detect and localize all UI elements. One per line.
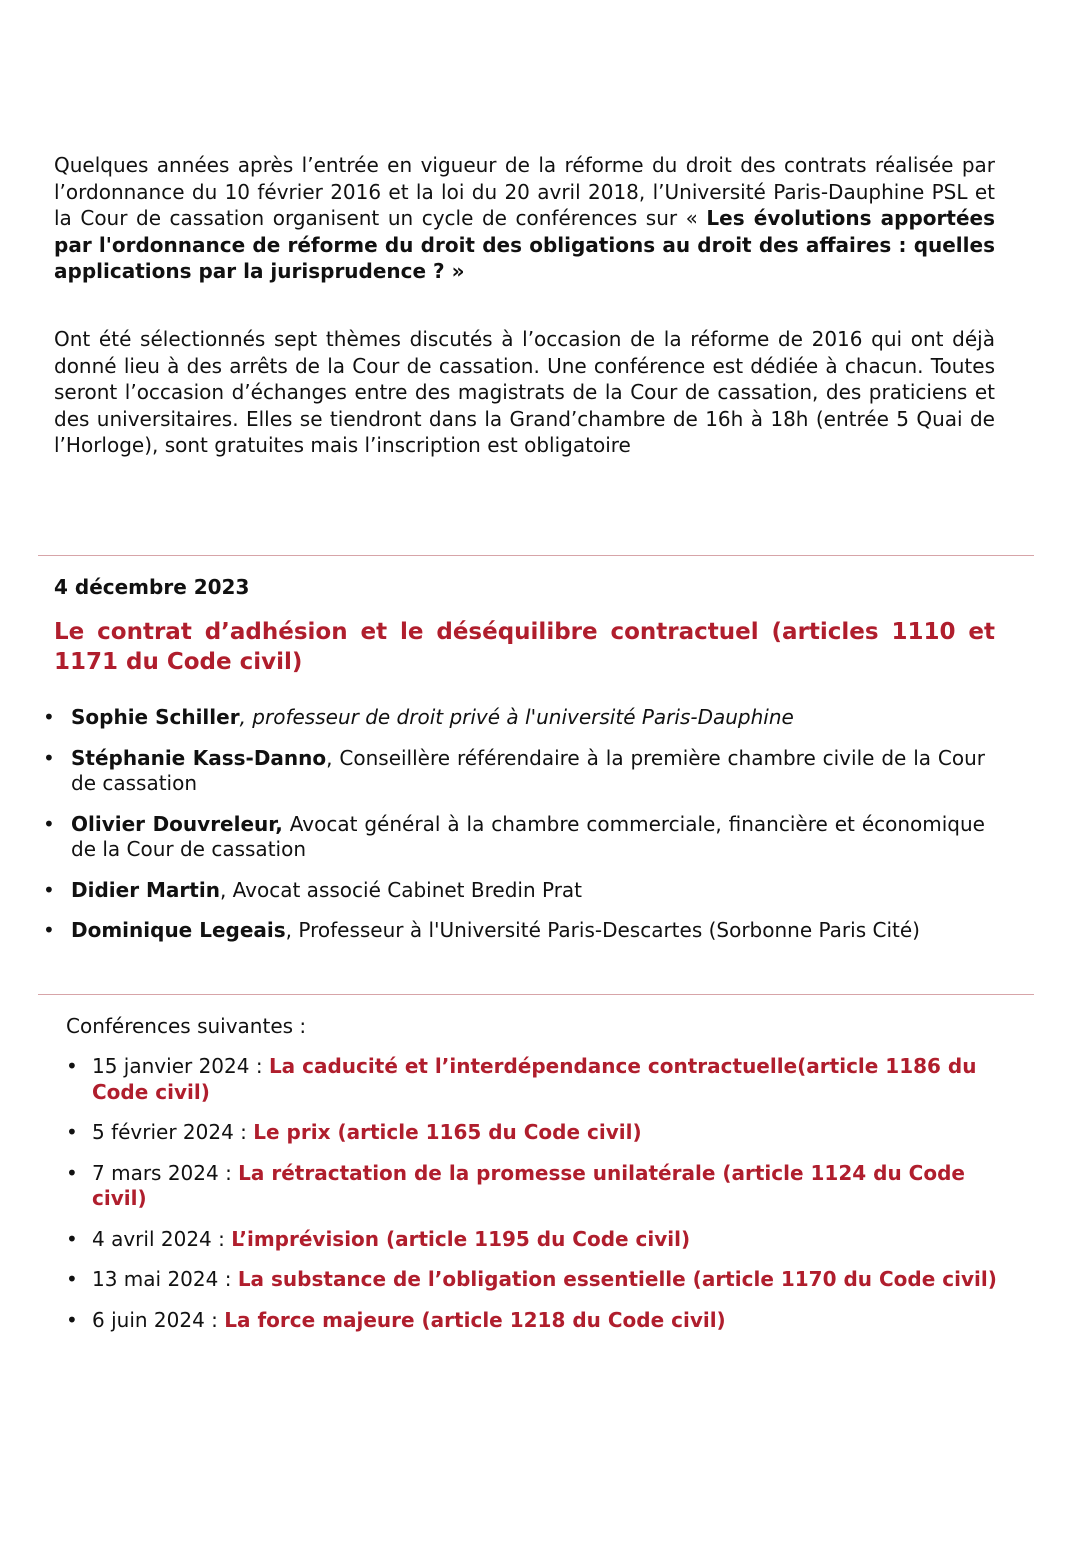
speaker-role: , professeur de droit privé à l'université Paris-Dauphine xyxy=(239,705,794,729)
speaker-item xyxy=(0,812,985,863)
presentation-paragraph: Ont été sélectionnés sept thèmes discutés à l’occasion de la réforme de 2016 qui ont déjà donné lieu à des arrêts de la Cour de cassation. Une conférence est dédiée à chacun. Toutes seront l’occasion d’échanges entre des magistrats de la Cour de cassation, des praticiens et des universitaires. Elles se tiendront dans la Grand’chambre de 16h à 18h (entrée 5 Quai de l’Horloge), sont gratuites mais l’inscription est obligatoire xyxy=(54,327,995,457)
upcoming-item xyxy=(0,1267,1010,1293)
speaker-role: , Conseillère référendaire à la première chambre civile de la Cour de cassation xyxy=(71,745,985,795)
upcoming-topic: La force majeure (article 1218 du Code civil) xyxy=(224,1307,726,1332)
speaker-name: Dominique Legeais xyxy=(71,918,286,942)
section-divider xyxy=(38,555,1034,556)
upcoming-date: 4 avril 2024 : xyxy=(92,1226,232,1251)
conference-date: 4 décembre 2023 xyxy=(54,575,250,599)
bullet: • xyxy=(66,1307,78,1332)
intro-paragraph xyxy=(54,152,995,285)
intro-text: Quelques années après l’entrée en vigueur de la réforme du droit des contrats réalisée par l’ordonnance du 10 février 2016 et la loi du 20 avril 2018, l’Université Paris-Dauphine PSL et la Cour de cassation organisent un cycle de conférences sur « xyxy=(54,153,995,230)
upcoming-topic: L’imprévision (article 1195 du Code civil) xyxy=(231,1226,691,1251)
bullet: • xyxy=(43,705,55,729)
bullet: • xyxy=(66,1160,78,1185)
upcoming-date: 15 janvier 2024 : xyxy=(92,1054,269,1078)
upcoming-item xyxy=(0,1308,1010,1334)
speaker-item xyxy=(0,705,985,731)
bullet: • xyxy=(66,1267,78,1291)
intro-cycle-title: Les évolutions apportées par l'ordonnance de réforme du droit des obligations au droit des affaires : quelles applications par la jurisprudence ? » xyxy=(54,206,995,283)
upcoming-date: 6 juin 2024 : xyxy=(92,1307,225,1332)
speaker-role: , Professeur à l'Université Paris-Descartes (Sorbonne Paris Cité) xyxy=(285,918,920,942)
bullet: • xyxy=(66,1120,78,1144)
speaker-role: Avocat général à la chambre commerciale, financière et économique de la Cour de cassation xyxy=(71,811,985,861)
speaker-item xyxy=(0,878,985,904)
bullet: • xyxy=(66,1054,78,1078)
speaker-name: Stéphanie Kass-Danno xyxy=(71,745,327,770)
bullet: • xyxy=(43,811,55,836)
bullet: • xyxy=(66,1226,78,1251)
upcoming-label: Conférences suivantes : xyxy=(66,1014,307,1038)
upcoming-date: 5 février 2024 : xyxy=(92,1120,254,1144)
speaker-name: Olivier Douvreleur, xyxy=(71,811,283,836)
speaker-item xyxy=(0,918,985,944)
upcoming-topic: La caducité et l’interdépendance contractuelle(article 1186 du Code civil) xyxy=(92,1054,977,1104)
bullet: • xyxy=(43,918,55,942)
upcoming-item xyxy=(0,1161,1010,1212)
upcoming-topic: Le prix (article 1165 du Code civil) xyxy=(253,1120,642,1144)
upcoming-date: 7 mars 2024 : xyxy=(92,1160,239,1185)
upcoming-item xyxy=(0,1227,1010,1253)
upcoming-topic: La substance de l’obligation essentielle (article 1170 du Code civil) xyxy=(237,1267,997,1291)
upcoming-item xyxy=(0,1054,1010,1105)
speaker-list xyxy=(0,705,1080,959)
upcoming-list xyxy=(0,1054,1080,1348)
bullet: • xyxy=(43,745,55,770)
speaker-name: Didier Martin xyxy=(71,877,220,902)
conference-title: Le contrat d’adhésion et le déséquilibre contractuel (articles 1110 et 1171 du Code civil) xyxy=(54,619,995,675)
speaker-name: Sophie Schiller xyxy=(71,705,240,729)
upcoming-date: 13 mai 2024 : xyxy=(92,1267,238,1291)
upcoming-item xyxy=(0,1120,1010,1146)
section-divider xyxy=(38,994,1034,995)
speaker-role: , Avocat associé Cabinet Bredin Prat xyxy=(219,877,583,902)
upcoming-topic: La rétractation de la promesse unilatérale (article 1124 du Code civil) xyxy=(92,1160,965,1210)
speaker-item xyxy=(0,746,985,797)
bullet: • xyxy=(43,877,55,902)
